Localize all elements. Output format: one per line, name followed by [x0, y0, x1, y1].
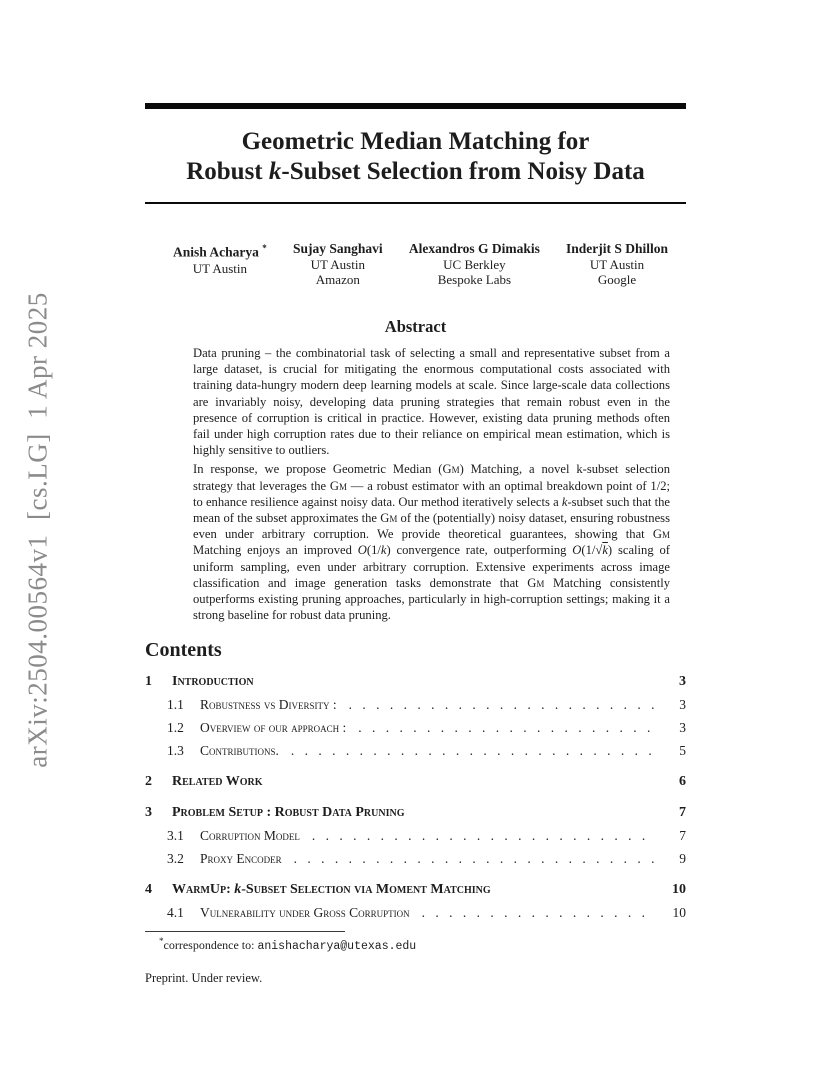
author-3-name: Alexandros G Dimakis	[408, 241, 540, 256]
contents-heading: Contents	[145, 639, 222, 662]
toc-number: 3.1	[167, 828, 184, 844]
toc-title: Corruption Model	[200, 828, 300, 844]
author-4-name: Inderjit S Dhillon	[565, 241, 668, 256]
toc-entry-4-1[interactable]	[145, 905, 686, 921]
toc-page-number: 5	[679, 743, 686, 759]
toc-entry-3-1[interactable]	[145, 828, 686, 844]
toc-number: 1.3	[167, 743, 184, 759]
toc-entry-3[interactable]	[145, 805, 686, 821]
toc-number: 2	[145, 774, 152, 790]
toc-title: Problem Setup : Robust Data Pruning	[172, 805, 405, 821]
footnote-marker: *	[159, 936, 164, 947]
toc-title: Related Work	[172, 774, 263, 790]
toc-title: Vulnerability under Gross Corruption	[200, 905, 410, 921]
toc-entry-4[interactable]	[145, 882, 686, 898]
toc-entry-1-3[interactable]	[145, 743, 686, 759]
toc-dots	[312, 828, 654, 844]
arxiv-watermark: arXiv:2504.00564v1 [cs.LG] 1 Apr 2025	[22, 292, 53, 768]
paper-title-line1: Geometric Median Matching for	[241, 128, 590, 155]
toc-entry-1[interactable]	[145, 674, 686, 690]
author-4-affiliation-2: Google	[597, 272, 637, 287]
toc-title: Contributions.	[200, 743, 279, 759]
toc-number: 1	[145, 674, 152, 690]
toc-page-number: 3	[679, 697, 686, 713]
title-rule-bottom	[145, 202, 686, 204]
toc-title: WarmUp: k-Subset Selection via Moment Matching	[172, 882, 491, 898]
author-2-affiliation-2: Amazon	[315, 272, 360, 287]
toc-entry-2[interactable]	[145, 774, 686, 790]
toc-page-number: 10	[672, 882, 686, 898]
toc-title: Proxy Encoder	[200, 851, 282, 867]
toc-number: 3.2	[167, 851, 184, 867]
toc-entry-1-1[interactable]	[145, 697, 686, 713]
toc-page-number: 6	[679, 774, 686, 790]
toc-page-number: 7	[679, 805, 686, 821]
author-2	[293, 240, 383, 287]
toc-page-number: 3	[679, 674, 686, 690]
title-rule-top	[145, 103, 686, 109]
paper-title	[145, 127, 686, 187]
correspondence-email: anishacharya@utexas.edu	[257, 940, 417, 954]
preprint-note: Preprint. Under review.	[145, 971, 263, 986]
toc-number: 1.2	[167, 720, 184, 736]
toc-dots	[349, 697, 654, 713]
toc-entry-3-2[interactable]	[145, 851, 686, 867]
author-2-affiliation-1: UT Austin	[310, 257, 365, 272]
author-3-affiliation-1: UC Berkley	[443, 257, 506, 272]
toc-number: 3	[145, 805, 152, 821]
author-4	[566, 240, 668, 287]
toc-entry-1-2[interactable]	[145, 720, 686, 736]
toc-page-number: 9	[679, 851, 686, 867]
author-4-affiliation-1: UT Austin	[589, 257, 645, 272]
abstract-heading: Abstract	[384, 317, 447, 336]
author-1-note: *	[262, 243, 267, 253]
toc-number: 4	[145, 882, 152, 898]
paper-title-line2: Robust k-Subset Selection from Noisy Data	[186, 158, 645, 185]
abstract-paragraph-2: In response, we propose Geometric Median (Gm) Matching, a novel k-subset selection strategy that leverages the Gm — a robust estimator with an optimal breakdown point of 1/2; to enhance resilience against noisy data. Our method iteratively selects a k-subset such that the mean of the subset approximates the Gm of the (potentially) noisy dataset, ensuring robustness even under arbitrary corruption. We provide theoretical guarantees, showing that Gm Matching enjoys an improved O(1/k) convergence rate, outperforming O(1/√k) scaling of uniform sampling, even under arbitrary corruption. Extensive experiments across image classification and image generation tasks demonstrate that Gm Matching consistently outperforms existing pruning approaches, particularly in high-corruption settings; making it a strong baseline for robust data pruning.	[193, 462, 671, 623]
abstract-body	[193, 345, 670, 623]
toc-dots	[291, 743, 654, 759]
toc-dots	[422, 905, 654, 921]
toc-page-number: 3	[679, 720, 686, 736]
author-2-name: Sujay Sanghavi	[292, 241, 383, 256]
paper-page	[145, 0, 686, 986]
author-1	[173, 240, 267, 287]
footnote-label: correspondence to:	[163, 938, 255, 953]
author-1-name: Anish Acharya	[173, 244, 259, 260]
footnote	[145, 931, 686, 953]
footnote-rule	[145, 931, 345, 932]
toc-number: 1.1	[167, 697, 184, 713]
toc-dots	[294, 851, 654, 867]
toc-title: Introduction	[172, 674, 254, 690]
toc-number: 4.1	[167, 905, 184, 921]
toc-title: Robustness vs Diversity :	[200, 697, 337, 713]
abstract-paragraph-1: Data pruning – the combinatorial task of selecting a small and representative subset from a large dataset, is crucial for mitigating the enormous computational costs associated with training data-hungry modern deep learning models at scale. Since large-scale data collections are invariably noisy, developing data pruning strategies that remain robust even in the presence of corruption is critical in practice. However, existing data pruning methods often fail under high corruption rates due to their reliance on empirical mean estimation, which is highly sensitive to outliers.	[193, 346, 670, 458]
toc-page-number: 7	[679, 828, 686, 844]
author-1-affiliation-1: UT Austin	[192, 260, 248, 276]
author-block	[145, 240, 686, 287]
author-3-affiliation-2: Bespoke Labs	[437, 272, 512, 287]
toc-dots	[358, 720, 654, 736]
table-of-contents	[145, 674, 686, 921]
toc-page-number: 10	[672, 905, 686, 921]
author-3	[409, 240, 540, 287]
toc-title: Overview of our approach :	[200, 720, 347, 736]
